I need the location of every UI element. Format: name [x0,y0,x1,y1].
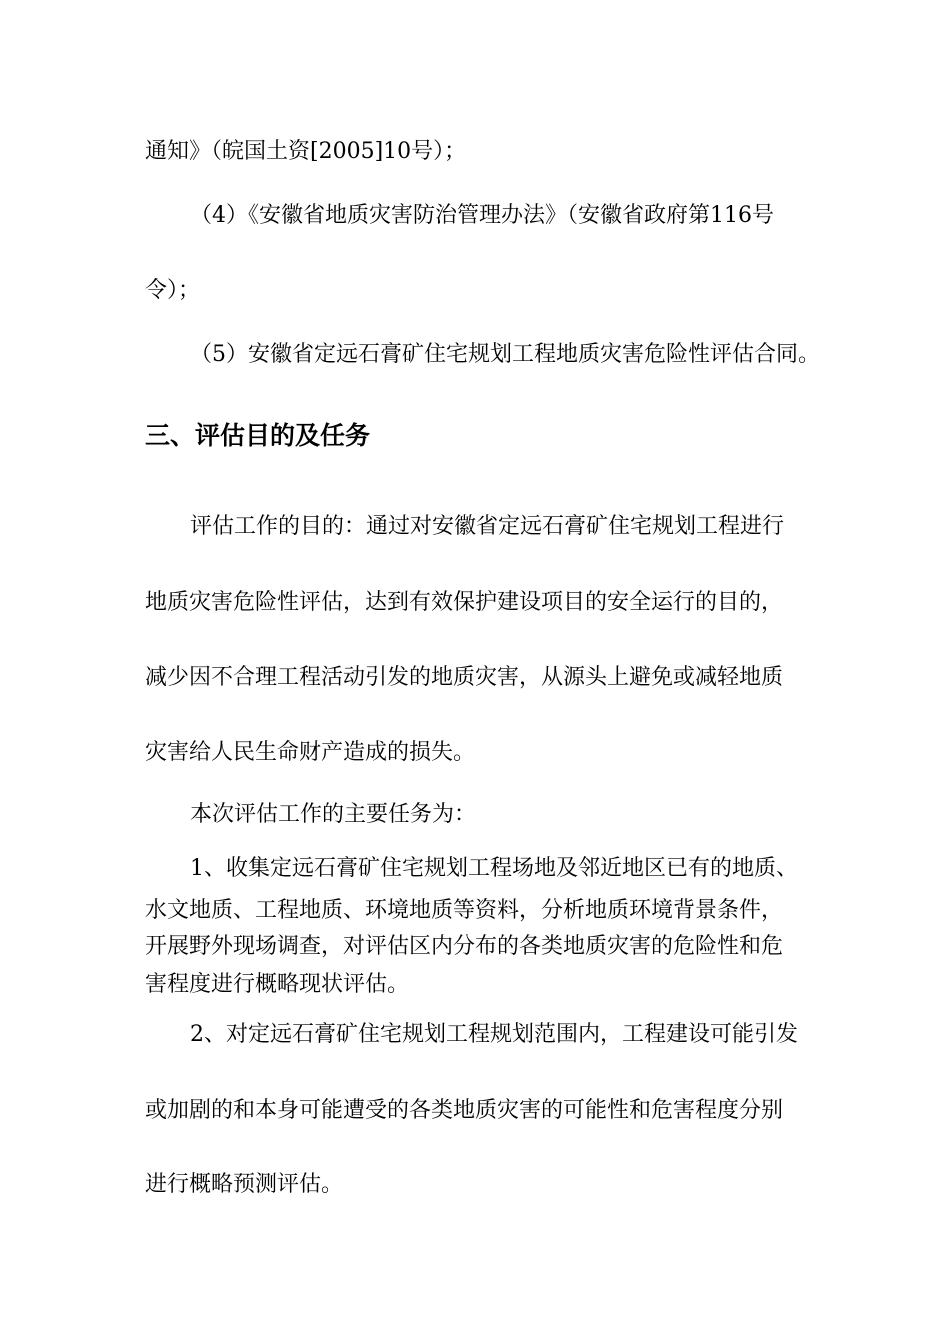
text-line: 进行概略预测评估。 [145,1172,344,1197]
text-line: 害程度进行概略现状评估。 [145,972,410,997]
text-line: 评估工作的目的：通过对安徽省定远石膏矿住宅规划工程进行 [190,514,785,539]
text-line: （4）《安徽省地质灾害防治管理办法》（安徽省政府第116号 [190,203,774,228]
text-line: 水文地质、工程地质、环境地质等资料，分析地质环境背景条件， [145,898,784,923]
text-line: （5）安徽省定远石膏矿住宅规划工程地质灾害危险性评估合同。 [190,342,820,367]
text-line: 地质灾害危险性评估，达到有效保护建设项目的安全运行的目的， [145,590,784,615]
text-line: 灾害给人民生命财产造成的损失。 [145,740,476,765]
text-line: 或加剧的和本身可能遭受的各类地质灾害的可能性和危害程度分别 [145,1098,784,1123]
text-line: 本次评估工作的主要任务为： [190,802,477,827]
text-line: 令）； [145,278,201,303]
text-line: 1、收集定远石膏矿住宅规划工程场地及邻近地区已有的地质、 [190,856,798,881]
text-line: 开展野外现场调查，对评估区内分布的各类地质灾害的危险性和危 [145,934,784,959]
section-heading: 三、评估目的及任务 [145,421,371,450]
text-line: 2、对定远石膏矿住宅规划工程规划范围内，工程建设可能引发 [190,1022,798,1047]
text-line: 减少因不合理工程活动引发的地质灾害，从源头上避免或减轻地质 [145,665,784,690]
text-line: 通知》（皖国土资[2005]10号）； [145,139,467,164]
